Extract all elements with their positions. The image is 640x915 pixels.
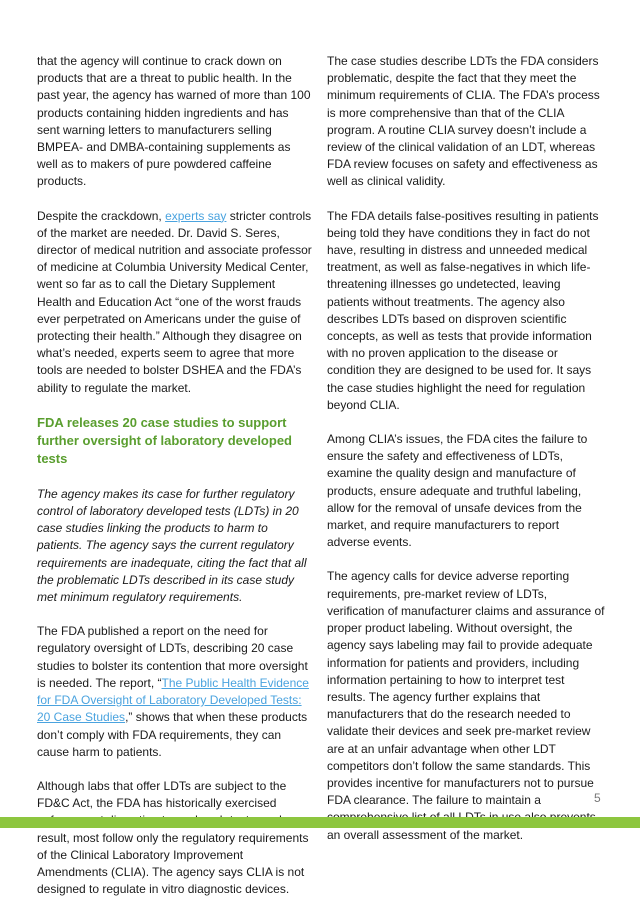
paragraph-false-positives: The FDA details false-positives resulting in patients being told they have conditions they in fact do not have, resulting in distress and unneeded medical treatment, as well as false-negatives in which life-threatening illnesses go undetected, leaving patients without treatments. The agency also describes LDTs based on disproven scientific concepts, as well as tests that provide information with no proven application to the disease or condition they are designed to be used for. It says the case studies highlight the need for regulation beyond CLIA. <box>327 208 599 412</box>
paragraph-experts-say <box>37 208 313 397</box>
section-heading: FDA releases 20 case studies to support further oversight of laboratory developed tests <box>37 414 292 466</box>
paragraph-fda-report <box>37 623 313 761</box>
left-column <box>37 53 313 915</box>
paragraph-adverse-reporting: The agency calls for device adverse reporting requirements, pre-market review of LDTs, verification of manufacturer claims and assurance of proper product labeling. Without oversight, the agency says labeling may fail to provide adequate information for patients and providers, including information pertaining to how to interpret test results. The agency further explains that manufacturers that do the research needed to validate their devices and seek pre-market review are at an unfair advantage when other LDT competitors don’t follow the same standards. This provides incentive for manufacturers not to pursue FDA clearance. The failure to maintain a an overall assessment of the market. <box>327 569 605 842</box>
paragraph-text: The FDA published a report on the need for regulatory oversight of LDTs, describing 20 case studies to bolster its contention that more oversight is needed. The report, “ <box>37 624 308 690</box>
experts-say-link[interactable]: experts say <box>165 208 227 223</box>
paragraph-clia-issues: Among CLIA’s issues, the FDA cites the failure to ensure the safety and effectiveness of LDTs, examine the quality design and manufacture of products, ensure adequate and truthful labeling, allow for the removal of unsafe devices from the market, and require manufacturers to report adverse events. <box>327 432 588 550</box>
section-intro: The agency makes its case for further regulatory control of laboratory developed tests (LDTs) in 20 case studies linking the products to harm to patients. The agency says the current regulatory requirements are inadequate, citing the fact that all the problematic LDTs described in its case study met minimum regulatory requirements. <box>37 486 307 605</box>
paragraph-clia-enforcement: Although labs that offer LDTs are subject to the FD&C Act, the FDA has historically exercised result, most follow only the regulatory requirements of the Clinical Laboratory Improvement Amendments (CLIA). The agency says CLIA is not designed to regulate in vitro diagnostic devices. <box>37 778 309 897</box>
paragraph-text: Despite the crackdown, <box>37 208 166 223</box>
paragraph-text: stricter controls of the market are needed. Dr. David S. Seres, director of medical nutrition and associate professor of medicine at Columbia University Medical Center, went so far as to call the Dietary Supplement Health and Education Act “one of the worst frauds ever perpetrated on Americans under the guise of protecting their health.” Although they disagree on what’s needed, experts seem to agree that more tools are needed to bolster DSHEA and the FDA’s ability to regulate the market. <box>37 208 312 395</box>
right-column <box>327 53 605 861</box>
paragraph-crackdown-continuation: that the agency will continue to crack down on products that are a threat to public health. In the past year, the agency has warned of more than 100 products containing hidden ingredients and has sent warning letters to manufacturers selling BMPEA- and DMBA-containing supplements as well as to makers of pure powdered caffeine products. <box>37 54 311 189</box>
report-link[interactable]: The Public Health Evidence for FDA Oversight of Laboratory Developed Tests: 20 Case Studies <box>37 675 309 725</box>
page-number: 5 <box>594 791 601 805</box>
footer-bar <box>0 817 640 828</box>
paragraph-case-studies: The case studies describe LDTs the FDA considers problematic, despite the fact that they meet the minimum requirements of CLIA. The FDA’s process is more comprehensive than that of the CLIA program. A routine CLIA survey doesn’t include a review of the clinical validation of an LDT, whereas FDA review focuses on safety and effectiveness as well as clinical validity. <box>327 54 600 189</box>
paragraph-text: ,” shows that when these products don’t comply with FDA requirements, they can cause harm to patients. <box>37 710 308 759</box>
